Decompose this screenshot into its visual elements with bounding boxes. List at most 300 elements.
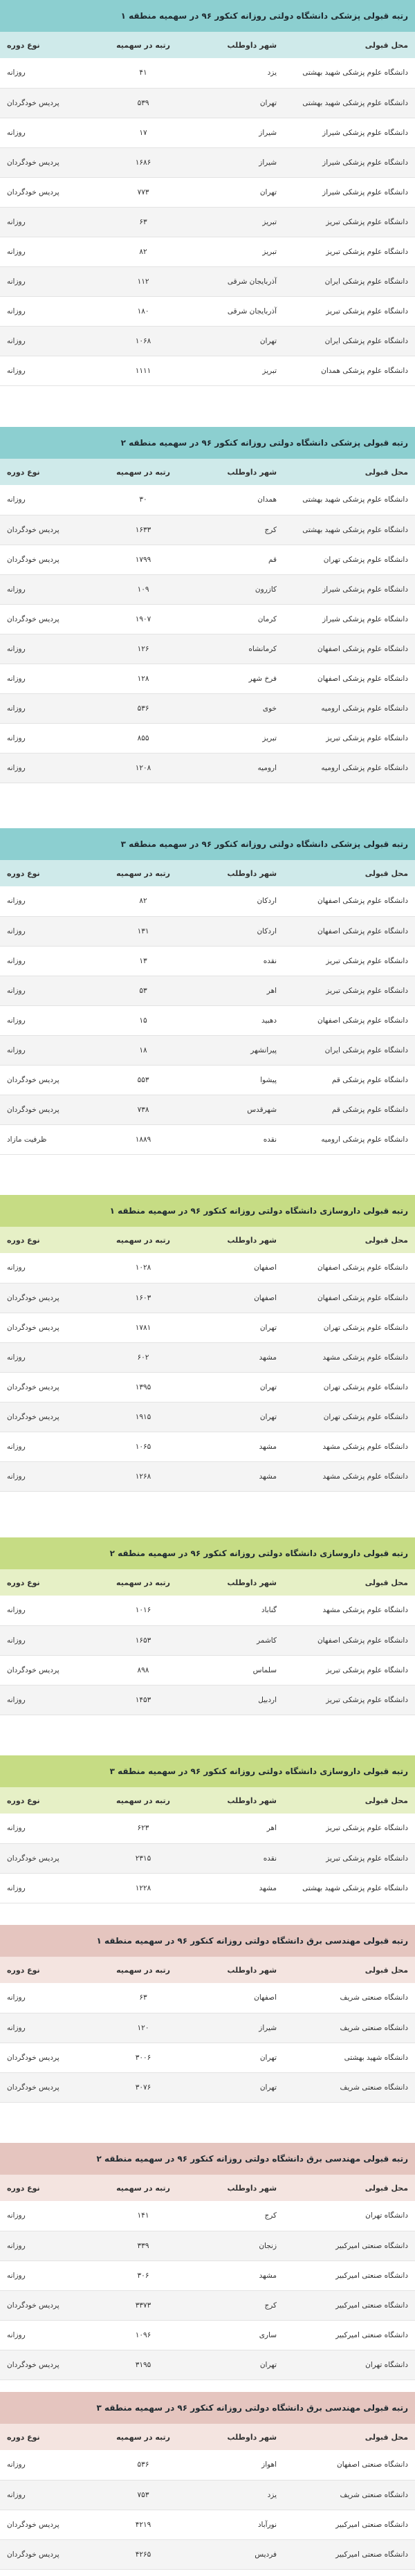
university-cell: دانشگاه علوم پزشکی ارومیه (284, 1124, 415, 1154)
type-cell: روزانه (0, 2231, 91, 2260)
table-row (0, 1124, 415, 1154)
column-header-city: شهر داوطلب (195, 2175, 284, 2201)
table-row (0, 58, 415, 88)
city-cell: کرج (195, 515, 284, 545)
city-cell: یزد (195, 58, 284, 88)
university-cell: دانشگاه علوم پزشکی اصفهان (284, 1005, 415, 1035)
university-cell: دانشگاه علوم پزشکی شیراز (284, 574, 415, 604)
type-cell: پردیس خودگردان (0, 1313, 91, 1342)
type-cell: روزانه (0, 664, 91, 693)
table-row (0, 2231, 415, 2260)
table-row (0, 2013, 415, 2043)
column-header-city: شهر داوطلب (195, 1227, 284, 1253)
rank-cell: ۴۱ (91, 58, 195, 88)
city-cell: تبریز (195, 207, 284, 237)
table-row (0, 2510, 415, 2539)
type-cell: روزانه (0, 946, 91, 976)
city-cell: تهران (195, 1313, 284, 1342)
rank-cell: ۱۲۰ (91, 2013, 195, 2043)
rank-cell: ۱۰۲۸ (91, 1253, 195, 1283)
rank-cell: ۱۹۱۵ (91, 1402, 195, 1432)
column-header-rank: رتبه در سهمیه (91, 1227, 195, 1253)
column-header-type: نوع دوره (0, 2175, 91, 2201)
university-cell: دانشگاه صنعتی امیرکبیر (284, 2320, 415, 2350)
table-title: رتبه قبولی پزشکی دانشگاه دولتی روزانه کنکور ۹۶ در سهمیه منطقه ۱ (0, 0, 415, 32)
table-title: رتبه قبولی داروسازی دانشگاه دولتی روزانه کنکور ۹۶ در سهمیه منطقه ۲ (0, 1537, 415, 1569)
table-title: رتبه قبولی مهندسی برق دانشگاه دولتی روزانه کنکور ۹۶ در سهمیه منطقه ۳ (0, 2392, 415, 2424)
table-row (0, 1625, 415, 1655)
table-row (0, 177, 415, 207)
column-header-rank: رتبه در سهمیه (91, 860, 195, 886)
rank-cell: ۵۳۶ (91, 693, 195, 723)
university-cell: دانشگاه علوم پزشکی تهران (284, 1313, 415, 1342)
university-cell: دانشگاه علوم پزشکی ایران (284, 326, 415, 356)
university-cell: دانشگاه علوم پزشکی شهید بهشتی (284, 515, 415, 545)
rank-cell: ۱۶۰۳ (91, 1283, 195, 1313)
rank-cell: ۵۳۶ (91, 2450, 195, 2480)
university-cell: دانشگاه علوم پزشکی اصفهان (284, 634, 415, 664)
table-row (0, 266, 415, 296)
city-cell: یزد (195, 2480, 284, 2510)
city-cell: تبریز (195, 356, 284, 385)
table-row (0, 1283, 415, 1313)
university-cell: دانشگاه علوم پزشکی قم (284, 1065, 415, 1095)
table-row (0, 2290, 415, 2320)
results-table (0, 1537, 415, 1715)
university-cell: دانشگاه علوم پزشکی مشهد (284, 1596, 415, 1625)
university-cell: دانشگاه علوم پزشکی شیراز (284, 118, 415, 147)
column-header-university: محل قبولی (284, 1569, 415, 1596)
type-cell: روزانه (0, 1342, 91, 1372)
city-cell: کرج (195, 2290, 284, 2320)
city-cell: اصفهان (195, 1253, 284, 1283)
university-cell: دانشگاه شهید بهشتی (284, 2043, 415, 2072)
rank-cell: ۱۸ (91, 1035, 195, 1065)
university-cell: دانشگاه علوم پزشکی شیراز (284, 147, 415, 177)
rank-cell: ۳۳۹ (91, 2231, 195, 2260)
table-title: رتبه قبولی داروسازی دانشگاه دولتی روزانه کنکور ۹۶ در سهمیه منطقه ۱ (0, 1195, 415, 1227)
table-row (0, 356, 415, 385)
column-header-city: شهر داوطلب (195, 1787, 284, 1814)
table-row (0, 2450, 415, 2480)
table-row (0, 1983, 415, 2013)
column-header-type: نوع دوره (0, 1957, 91, 1983)
column-header-rank: رتبه در سهمیه (91, 2175, 195, 2201)
city-cell: اردکان (195, 886, 284, 916)
type-cell: پردیس خودگردان (0, 88, 91, 118)
column-header-city: شهر داوطلب (195, 459, 284, 485)
type-cell: روزانه (0, 1035, 91, 1065)
rank-cell: ۱۲۶۸ (91, 1461, 195, 1491)
type-cell: روزانه (0, 753, 91, 783)
city-cell: نورآباد (195, 2510, 284, 2539)
column-header-rank: رتبه در سهمیه (91, 32, 195, 58)
university-cell: دانشگاه صنعتی امیرکبیر (284, 2539, 415, 2569)
city-cell: تهران (195, 177, 284, 207)
university-cell: دانشگاه علوم پزشکی شیراز (284, 604, 415, 634)
rank-cell: ۱۰۹۶ (91, 2320, 195, 2350)
rank-cell: ۱۳۱ (91, 916, 195, 946)
table-row (0, 2320, 415, 2350)
table-row (0, 753, 415, 783)
type-cell: پردیس خودگردان (0, 2510, 91, 2539)
table-row (0, 634, 415, 664)
table-row (0, 2260, 415, 2290)
results-table (0, 2143, 415, 2380)
city-cell: شیراز (195, 147, 284, 177)
university-cell: دانشگاه علوم پزشکی اصفهان (284, 1283, 415, 1313)
university-cell: دانشگاه علوم پزشکی تبریز (284, 296, 415, 326)
rank-cell: ۷۳۸ (91, 1095, 195, 1124)
type-cell: پردیس خودگردان (0, 147, 91, 177)
rank-cell: ۵۳ (91, 976, 195, 1005)
table-title: رتبه قبولی مهندسی برق دانشگاه دولتی روزانه کنکور ۹۶ در سهمیه منطقه ۱ (0, 1925, 415, 1957)
city-cell: تهران (195, 2043, 284, 2072)
university-cell: دانشگاه علوم پزشکی تهران (284, 1402, 415, 1432)
type-cell: روزانه (0, 723, 91, 753)
city-cell: پیشوا (195, 1065, 284, 1095)
column-header-city: شهر داوطلب (195, 1957, 284, 1983)
rank-cell: ۸۵۵ (91, 723, 195, 753)
results-table (0, 2392, 415, 2570)
university-cell: دانشگاه علوم پزشکی تبریز (284, 946, 415, 976)
column-header-rank: رتبه در سهمیه (91, 1957, 195, 1983)
type-cell: روزانه (0, 2480, 91, 2510)
column-header-rank: رتبه در سهمیه (91, 459, 195, 485)
rank-cell: ۴۲۶۵ (91, 2539, 195, 2569)
rank-cell: ۳۰۰۶ (91, 2043, 195, 2072)
type-cell: روزانه (0, 2450, 91, 2480)
type-cell: روزانه (0, 693, 91, 723)
university-cell: دانشگاه صنعتی شریف (284, 2072, 415, 2102)
table-row (0, 1655, 415, 1685)
column-header-type: نوع دوره (0, 860, 91, 886)
rank-cell: ۸۲ (91, 237, 195, 266)
type-cell: روزانه (0, 2201, 91, 2231)
table-row (0, 1065, 415, 1095)
table-row (0, 1402, 415, 1432)
table-row (0, 2072, 415, 2102)
column-header-university: محل قبولی (284, 459, 415, 485)
type-cell: پردیس خودگردان (0, 2539, 91, 2569)
city-cell: آذربایجان شرقی (195, 296, 284, 326)
type-cell: روزانه (0, 1005, 91, 1035)
type-cell: پردیس خودگردان (0, 1283, 91, 1313)
type-cell: روزانه (0, 207, 91, 237)
rank-cell: ۸۲ (91, 886, 195, 916)
city-cell: شهرقدس (195, 1095, 284, 1124)
city-cell: تهران (195, 1402, 284, 1432)
column-header-university: محل قبولی (284, 32, 415, 58)
city-cell: تهران (195, 326, 284, 356)
column-header-university: محل قبولی (284, 1227, 415, 1253)
university-cell: دانشگاه علوم پزشکی اصفهان (284, 664, 415, 693)
type-cell: روزانه (0, 574, 91, 604)
rank-cell: ۱۴۵۳ (91, 1685, 195, 1715)
university-cell: دانشگاه علوم پزشکی تبریز (284, 723, 415, 753)
table-row (0, 1843, 415, 1873)
city-cell: مشهد (195, 1873, 284, 1903)
university-cell: دانشگاه تهران (284, 2201, 415, 2231)
table-row (0, 118, 415, 147)
column-header-rank: رتبه در سهمیه (91, 1787, 195, 1814)
city-cell: تهران (195, 2350, 284, 2379)
type-cell: روزانه (0, 266, 91, 296)
rank-cell: ۳۰۷۶ (91, 2072, 195, 2102)
rank-cell: ۱۰۹ (91, 574, 195, 604)
type-cell: پردیس خودگردان (0, 2043, 91, 2072)
table-row (0, 1685, 415, 1715)
rank-cell: ۱۶۸۶ (91, 147, 195, 177)
university-cell: دانشگاه علوم پزشکی اصفهان (284, 886, 415, 916)
table-row (0, 2350, 415, 2379)
type-cell: روزانه (0, 58, 91, 88)
table-row (0, 1253, 415, 1283)
city-cell: کرج (195, 2201, 284, 2231)
rank-cell: ۳۱۹۵ (91, 2350, 195, 2379)
city-cell: دهبید (195, 1005, 284, 1035)
university-cell: دانشگاه علوم پزشکی همدان (284, 356, 415, 385)
table-row (0, 207, 415, 237)
type-cell: روزانه (0, 485, 91, 515)
city-cell: اهر (195, 1814, 284, 1843)
type-cell: پردیس خودگردان (0, 1402, 91, 1432)
table-row (0, 545, 415, 574)
column-header-type: نوع دوره (0, 1569, 91, 1596)
rank-cell: ۱۱۲ (91, 266, 195, 296)
city-cell: پیرانشهر (195, 1035, 284, 1065)
city-cell: آذربایجان شرقی (195, 266, 284, 296)
rank-cell: ۶۳ (91, 207, 195, 237)
table-row (0, 1596, 415, 1625)
table-row (0, 723, 415, 753)
university-cell: دانشگاه صنعتی شریف (284, 1983, 415, 2013)
table-row (0, 1814, 415, 1843)
column-header-city: شهر داوطلب (195, 32, 284, 58)
column-header-type: نوع دوره (0, 1227, 91, 1253)
table-row (0, 296, 415, 326)
city-cell: اصفهان (195, 1983, 284, 2013)
rank-cell: ۱۷۹۹ (91, 545, 195, 574)
rank-cell: ۱۲۶ (91, 634, 195, 664)
table-row (0, 515, 415, 545)
university-cell: دانشگاه صنعتی امیرکبیر (284, 2510, 415, 2539)
city-cell: مشهد (195, 1432, 284, 1461)
table-row (0, 1461, 415, 1491)
table-row (0, 1095, 415, 1124)
university-cell: دانشگاه علوم پزشکی تبریز (284, 237, 415, 266)
rank-cell: ۱۲۲۸ (91, 1873, 195, 1903)
table-row (0, 88, 415, 118)
university-cell: دانشگاه علوم پزشکی تبریز (284, 1655, 415, 1685)
university-cell: دانشگاه علوم پزشکی مشهد (284, 1342, 415, 1372)
university-cell: دانشگاه صنعتی امیرکبیر (284, 2290, 415, 2320)
university-cell: دانشگاه علوم پزشکی تهران (284, 545, 415, 574)
rank-cell: ۱۲۸ (91, 664, 195, 693)
rank-cell: ۱۶۳۳ (91, 515, 195, 545)
university-cell: دانشگاه صنعتی امیرکبیر (284, 2260, 415, 2290)
type-cell: روزانه (0, 1596, 91, 1625)
table-row (0, 1342, 415, 1372)
type-cell: روزانه (0, 1814, 91, 1843)
university-cell: دانشگاه علوم پزشکی تبریز (284, 1843, 415, 1873)
rank-cell: ۵۵۳ (91, 1065, 195, 1095)
city-cell: شیراز (195, 2013, 284, 2043)
column-header-city: شهر داوطلب (195, 1569, 284, 1596)
type-cell: روزانه (0, 296, 91, 326)
type-cell: روزانه (0, 1253, 91, 1283)
university-cell: دانشگاه صنعتی شریف (284, 2013, 415, 2043)
table-row (0, 2539, 415, 2569)
city-cell: زنجان (195, 2231, 284, 2260)
city-cell: کاشمر (195, 1625, 284, 1655)
rank-cell: ۱۱۱۱ (91, 356, 195, 385)
table-row (0, 2480, 415, 2510)
city-cell: اردکان (195, 916, 284, 946)
type-cell: روزانه (0, 1873, 91, 1903)
table-row (0, 916, 415, 946)
rank-cell: ۱۴۱ (91, 2201, 195, 2231)
city-cell: همدان (195, 485, 284, 515)
table-row (0, 976, 415, 1005)
city-cell: تهران (195, 1372, 284, 1402)
column-header-university: محل قبولی (284, 860, 415, 886)
university-cell: دانشگاه علوم پزشکی اصفهان (284, 1253, 415, 1283)
city-cell: فردیس (195, 2539, 284, 2569)
type-cell: پردیس خودگردان (0, 1843, 91, 1873)
city-cell: نقده (195, 1843, 284, 1873)
rank-cell: ۳۰۶ (91, 2260, 195, 2290)
university-cell: دانشگاه علوم پزشکی ارومیه (284, 753, 415, 783)
city-cell: تبریز (195, 237, 284, 266)
rank-cell: ۱۲۰۸ (91, 753, 195, 783)
results-table (0, 828, 415, 1155)
results-table (0, 1925, 415, 2103)
type-cell: روزانه (0, 886, 91, 916)
table-row (0, 2043, 415, 2072)
table-row (0, 2201, 415, 2231)
rank-cell: ۱۷ (91, 118, 195, 147)
table-row (0, 604, 415, 634)
university-cell: دانشگاه علوم پزشکی قم (284, 1095, 415, 1124)
university-cell: دانشگاه علوم پزشکی تبریز (284, 1814, 415, 1843)
university-cell: دانشگاه علوم پزشکی شیراز (284, 177, 415, 207)
rank-cell: ۷۵۳ (91, 2480, 195, 2510)
rank-cell: ۱۳۹۵ (91, 1372, 195, 1402)
city-cell: ارومیه (195, 753, 284, 783)
column-header-rank: رتبه در سهمیه (91, 2424, 195, 2450)
university-cell: دانشگاه صنعتی امیرکبیر (284, 2231, 415, 2260)
table-row (0, 664, 415, 693)
table-title: رتبه قبولی داروسازی دانشگاه دولتی روزانه کنکور ۹۶ در سهمیه منطقه ۳ (0, 1755, 415, 1787)
rank-cell: ۱۸۰ (91, 296, 195, 326)
rank-cell: ۱۰۶۸ (91, 326, 195, 356)
column-header-type: نوع دوره (0, 2424, 91, 2450)
rank-cell: ۶۳ (91, 1983, 195, 2013)
column-header-university: محل قبولی (284, 2424, 415, 2450)
results-table (0, 1755, 415, 1903)
table-title: رتبه قبولی پزشکی دانشگاه دولتی روزانه کنکور ۹۶ در سهمیه منطقه ۳ (0, 828, 415, 860)
table-row (0, 485, 415, 515)
city-cell: نقده (195, 1124, 284, 1154)
type-cell: پردیس خودگردان (0, 2072, 91, 2102)
city-cell: کرمانشاه (195, 634, 284, 664)
type-cell: پردیس خودگردان (0, 2350, 91, 2379)
type-cell: روزانه (0, 634, 91, 664)
university-cell: دانشگاه علوم پزشکی شهید بهشتی (284, 485, 415, 515)
city-cell: ساری (195, 2320, 284, 2350)
city-cell: سلماس (195, 1655, 284, 1685)
results-table (0, 0, 415, 386)
type-cell: روزانه (0, 1461, 91, 1491)
city-cell: کازرون (195, 574, 284, 604)
results-table (0, 1195, 415, 1492)
university-cell: دانشگاه علوم پزشکی مشهد (284, 1461, 415, 1491)
type-cell: روزانه (0, 356, 91, 385)
type-cell: روزانه (0, 326, 91, 356)
column-header-type: نوع دوره (0, 459, 91, 485)
table-row (0, 237, 415, 266)
type-cell: روزانه (0, 1983, 91, 2013)
university-cell: دانشگاه علوم پزشکی اصفهان (284, 916, 415, 946)
type-cell: پردیس خودگردان (0, 177, 91, 207)
university-cell: دانشگاه علوم پزشکی شهید بهشتی (284, 88, 415, 118)
table-row (0, 946, 415, 976)
city-cell: تبریز (195, 723, 284, 753)
city-cell: اصفهان (195, 1283, 284, 1313)
rank-cell: ۱۷۸۱ (91, 1313, 195, 1342)
city-cell: خوی (195, 693, 284, 723)
rank-cell: ۶۰۲ (91, 1342, 195, 1372)
university-cell: دانشگاه علوم پزشکی شهید بهشتی (284, 1873, 415, 1903)
rank-cell: ۸۹۸ (91, 1655, 195, 1685)
column-header-type: نوع دوره (0, 32, 91, 58)
type-cell: روزانه (0, 237, 91, 266)
city-cell: مشهد (195, 2260, 284, 2290)
city-cell: تهران (195, 2072, 284, 2102)
type-cell: پردیس خودگردان (0, 604, 91, 634)
city-cell: مشهد (195, 1342, 284, 1372)
table-row (0, 1873, 415, 1903)
university-cell: دانشگاه علوم پزشکی ایران (284, 1035, 415, 1065)
column-header-city: شهر داوطلب (195, 2424, 284, 2450)
city-cell: تهران (195, 88, 284, 118)
rank-cell: ۱۳ (91, 946, 195, 976)
rank-cell: ۱۹۰۷ (91, 604, 195, 634)
type-cell: پردیس خودگردان (0, 1065, 91, 1095)
table-row (0, 693, 415, 723)
university-cell: دانشگاه علوم پزشکی تبریز (284, 976, 415, 1005)
table-row (0, 1035, 415, 1065)
table-row (0, 886, 415, 916)
city-cell: اهواز (195, 2450, 284, 2480)
column-header-university: محل قبولی (284, 1787, 415, 1814)
type-cell: روزانه (0, 2260, 91, 2290)
rank-cell: ۳۰ (91, 485, 195, 515)
rank-cell: ۶۲۳ (91, 1814, 195, 1843)
type-cell: پردیس خودگردان (0, 515, 91, 545)
university-cell: دانشگاه صنعتی شریف (284, 2480, 415, 2510)
results-table (0, 427, 415, 783)
rank-cell: ۱۶۵۳ (91, 1625, 195, 1655)
table-row (0, 1432, 415, 1461)
table-row (0, 326, 415, 356)
type-cell: پردیس خودگردان (0, 545, 91, 574)
type-cell: روزانه (0, 976, 91, 1005)
university-cell: دانشگاه صنعتی اصفهان (284, 2450, 415, 2480)
university-cell: دانشگاه علوم پزشکی تبریز (284, 1685, 415, 1715)
table-row (0, 574, 415, 604)
